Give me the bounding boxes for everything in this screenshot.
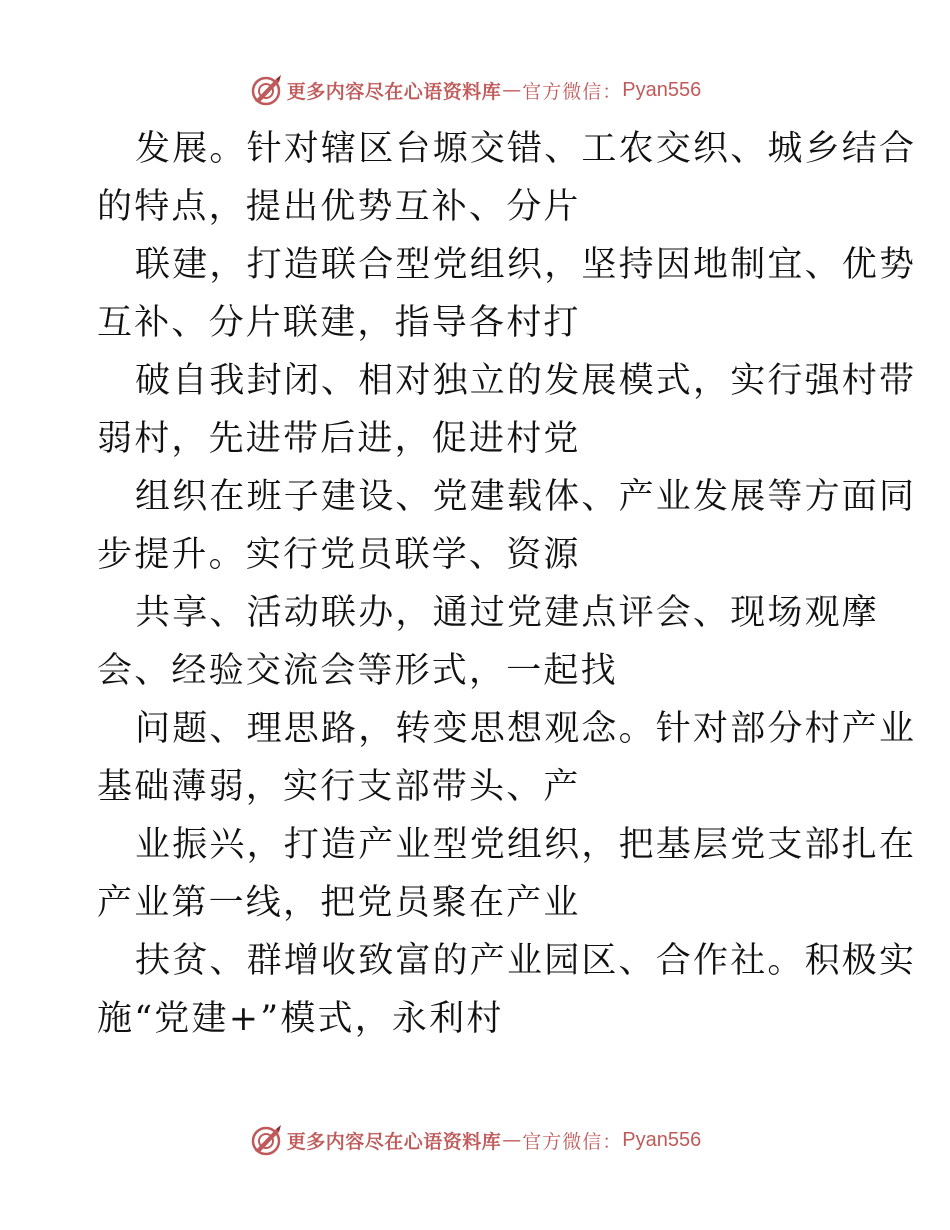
paragraph <box>97 932 917 1048</box>
paragraph-line: 扶贫、群增收致富的产业园区、合作社。积极实 <box>135 941 917 981</box>
paragraph-line: 发展。针对辖区台塬交错、工农交织、城乡结合 <box>135 129 917 169</box>
header-banner-title: 更多内容尽在心语资料库 <box>286 80 502 103</box>
header-banner-label: 官方微信： <box>522 80 623 103</box>
footer-banner-wechat-id: Pyan556 <box>622 1128 702 1151</box>
paragraph-line: 联建，打造联合型党组织，坚持因地制宜、优势 <box>135 245 917 285</box>
paragraph-line: 的特点，提出优势互补、分片 <box>97 187 581 227</box>
paragraph-line: 问题、理思路，转变思想观念。针对部分村产业 <box>135 709 917 749</box>
header-banner <box>0 70 950 110</box>
brand-logo-icon <box>249 73 283 107</box>
header-banner-separator: — <box>502 79 522 101</box>
footer-banner-label: 官方微信： <box>522 1130 623 1153</box>
footer-banner <box>0 1120 950 1160</box>
paragraph-line: 弱村，先进带后进，促进村党 <box>97 419 581 459</box>
paragraph-line: 会、经验交流会等形式，一起找 <box>97 651 618 691</box>
paragraph-line: 产业第一线，把党员聚在产业 <box>97 883 581 923</box>
paragraph <box>97 352 917 468</box>
paragraph <box>97 816 917 932</box>
paragraph <box>97 468 917 584</box>
footer-banner-separator: — <box>502 1129 522 1151</box>
paragraph <box>97 236 917 352</box>
brand-logo-icon <box>249 1123 283 1157</box>
paragraph <box>97 700 917 816</box>
paragraph-line: 施“党建+”模式，永利村 <box>97 999 504 1039</box>
footer-banner-title: 更多内容尽在心语资料库 <box>286 1130 502 1153</box>
paragraph-line: 互补、分片联建，指导各村打 <box>97 303 581 343</box>
paragraph <box>97 120 917 236</box>
paragraph <box>97 584 880 700</box>
header-banner-wechat-id: Pyan556 <box>622 78 702 101</box>
paragraph-line: 共享、活动联办，通过党建点评会、现场观摩 <box>135 593 880 633</box>
paragraph-line: 组织在班子建设、党建载体、产业发展等方面同 <box>135 477 917 517</box>
paragraph-line: 破自我封闭、相对独立的发展模式，实行强村带 <box>135 361 917 401</box>
document-body <box>97 120 917 1048</box>
paragraph-line: 基础薄弱，实行支部带头、产 <box>97 767 581 807</box>
paragraph-line: 业振兴，打造产业型党组织，把基层党支部扎在 <box>135 825 917 865</box>
paragraph-line: 步提升。实行党员联学、资源 <box>97 535 581 575</box>
